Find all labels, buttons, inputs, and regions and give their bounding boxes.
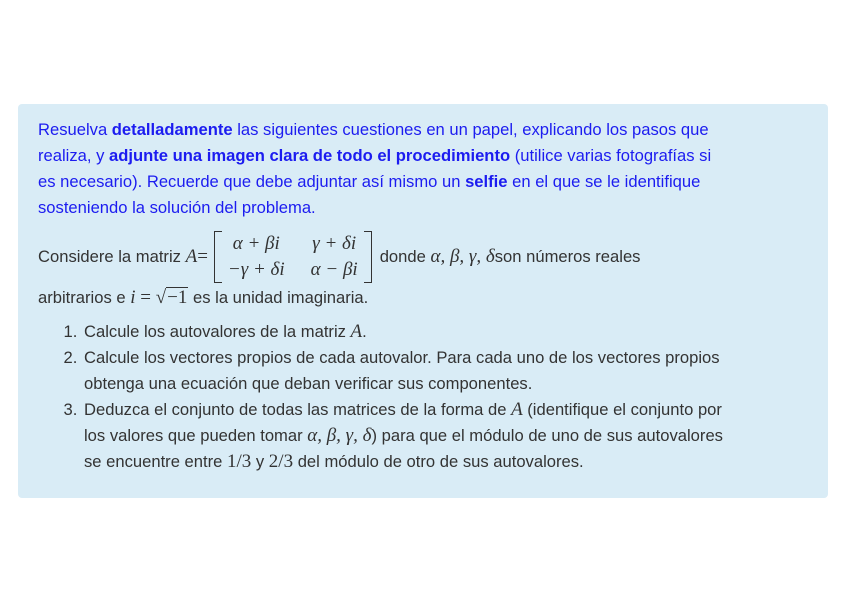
list-item: 1. Calcule los autovalores de la matriz A. (82, 319, 808, 345)
math-eq: = (197, 246, 208, 267)
text: es la unidad imaginaria. (188, 288, 369, 307)
matrix (214, 231, 372, 283)
list-item: 3. Deduzca el conjunto de todas las matrices de la forma de A (identifique el conjunto por los valores que pueden tomar α, β, γ, δ) para que el módulo de uno de sus autovalores se encuentre entre 1/3 y 2/3 del módulo de otro de sus autovalores. (82, 397, 808, 475)
left-bracket (214, 231, 222, 283)
math-var: i (130, 287, 136, 308)
text: las siguientes cuestiones en un papel, explicando los pasos que (232, 120, 709, 139)
matrix-cell: α + βi (232, 233, 280, 254)
text: es necesario). Recuerde que debe adjuntar así mismo un (38, 172, 466, 191)
imaginary-unit-line: arbitrarios e i = √−1 es la unidad imaginaria. (38, 287, 369, 308)
bold-text: detalladamente (111, 120, 233, 139)
matrix-cell: −γ + δi (227, 259, 285, 280)
text: Considere la matriz (38, 247, 181, 266)
text: sosteniendo la solución del problema. (38, 198, 316, 217)
text: arbitrarios e (38, 288, 131, 307)
text: Resuelva (38, 120, 112, 139)
matrix-cell: α − βi (310, 259, 358, 280)
math-eq: = (135, 287, 156, 308)
question-list (38, 319, 808, 475)
sqrt-radicand: −1 (167, 287, 188, 308)
list-item: 2. Calcule los vectores propios de cada autovalor. Para cada uno de los vectores propios obtenga una ecuación que deban verificar sus componentes. (82, 345, 808, 397)
right-bracket (364, 231, 372, 283)
bold-text: adjunte una imagen clara de todo el procedimiento (109, 146, 511, 165)
bold-text: selfie (465, 172, 508, 191)
text: son números reales (494, 247, 641, 266)
matrix-definition (38, 229, 808, 285)
instructions (38, 117, 808, 221)
text: donde (379, 247, 426, 266)
math-var: A (185, 246, 198, 267)
text: en el que se le identifique (507, 172, 701, 191)
matrix-cell: γ + δi (312, 233, 357, 254)
problem-content (38, 117, 808, 475)
text: realiza, y (38, 146, 110, 165)
math-vars: α, β, γ, δ (430, 246, 495, 267)
text: (utilice varias fotografías si (510, 146, 712, 165)
